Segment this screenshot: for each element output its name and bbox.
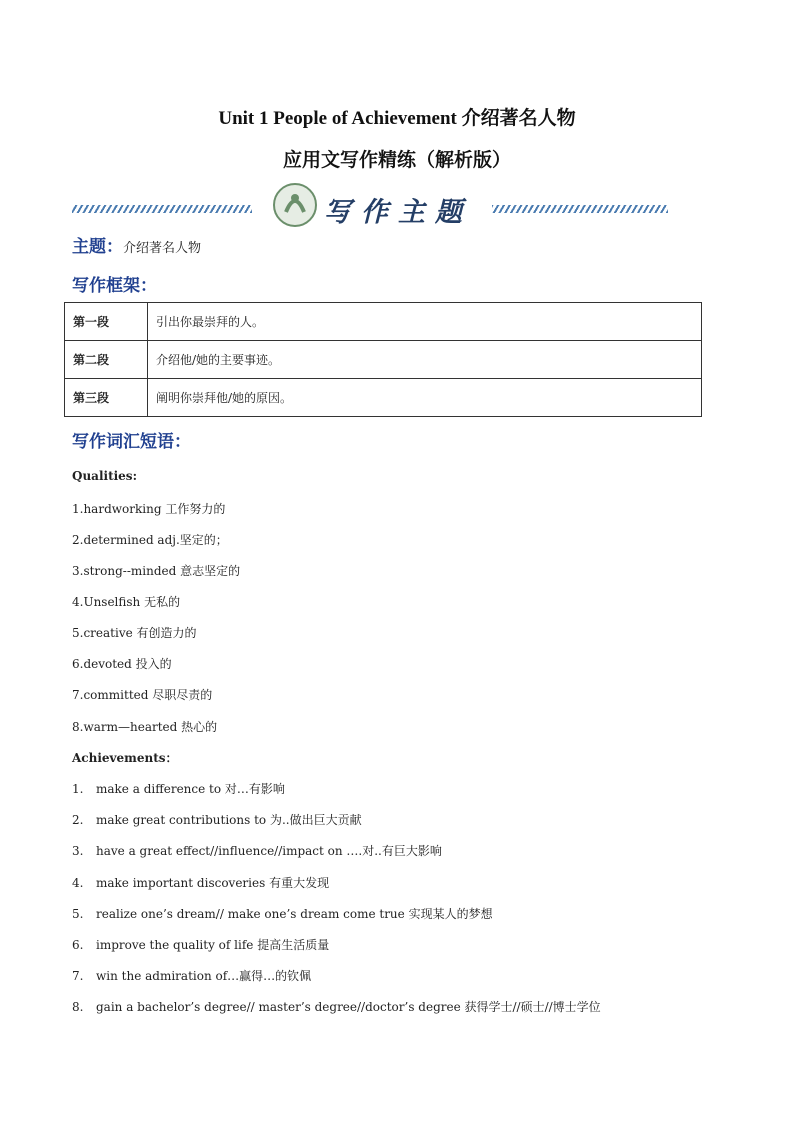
item-text: make great contributions to 为..做出巨大贡献 — [96, 813, 362, 827]
table-row — [65, 341, 702, 379]
item-number: 1. — [72, 782, 84, 796]
section-banner — [72, 180, 668, 236]
list-item: 6.devoted 投入的 — [72, 657, 172, 671]
list-item — [72, 936, 329, 953]
list-item — [72, 780, 285, 797]
topic-label: 主题： — [72, 237, 123, 257]
item-text: make a difference to 对…有影响 — [96, 782, 285, 796]
para-content: 引出你最崇拜的人。 — [148, 303, 702, 341]
banner-stripe-left — [72, 205, 252, 213]
list-item — [72, 998, 601, 1015]
para-content: 介绍他/她的主要事迹。 — [148, 341, 702, 379]
list-item — [72, 874, 329, 891]
item-number: 3. — [72, 844, 84, 858]
list-item: 1.hardworking 工作努力的 — [72, 502, 226, 516]
table-row — [65, 303, 702, 341]
list-item — [72, 842, 442, 859]
achievements-label: Achievements： — [72, 751, 178, 765]
item-number: 4. — [72, 876, 84, 890]
item-number: 7. — [72, 969, 84, 983]
para-label: 第一段 — [65, 303, 148, 341]
list-item: 7.committed 尽职尽责的 — [72, 688, 213, 702]
item-text: improve the quality of life 提高生活质量 — [96, 938, 330, 952]
list-item: 5.creative 有创造力的 — [72, 626, 197, 640]
page-subtitle: 应用文写作精练（解析版） — [282, 150, 511, 171]
para-label: 第二段 — [65, 341, 148, 379]
page-title: Unit 1 People of Achievement 介绍著名人物 — [218, 108, 576, 129]
table-row — [65, 379, 702, 417]
list-item: 8.warm—hearted 热心的 — [72, 720, 218, 734]
list-item — [72, 811, 362, 828]
item-text: realize one’s dream// make one’s dream come true 实现某人的梦想 — [96, 907, 493, 921]
list-item — [72, 967, 311, 984]
list-item: 4.Unselfish 无私的 — [72, 595, 181, 609]
item-text: have a great effect//influence//impact on ….对..有巨大影响 — [96, 844, 442, 858]
framework-heading: 写作框架： — [72, 276, 157, 296]
vocab-heading: 写作词汇短语： — [72, 432, 191, 452]
list-item: 2.determined adj.坚定的； — [72, 533, 228, 547]
qualities-label: Qualities: — [72, 469, 137, 483]
para-label: 第三段 — [65, 379, 148, 417]
item-text: make important discoveries 有重大发现 — [96, 876, 330, 890]
item-text: win the admiration of…赢得…的钦佩 — [96, 969, 312, 983]
item-text: gain a bachelor’s degree// master’s degree//doctor’s degree 获得学士//硕士//博士学位 — [96, 1000, 601, 1014]
item-number: 8. — [72, 1000, 84, 1014]
topic-value: 介绍著名人物 — [123, 241, 202, 256]
list-item: 3.strong--minded 意志坚定的 — [72, 564, 241, 578]
banner-stripe-right — [492, 205, 668, 213]
list-item — [72, 905, 493, 922]
item-number: 5. — [72, 907, 84, 921]
item-number: 2. — [72, 813, 84, 827]
framework-table — [64, 302, 702, 417]
topic-line — [72, 232, 201, 257]
banner-title: 写作主题 — [324, 197, 472, 228]
banner-logo-icon — [272, 182, 318, 228]
para-content: 阐明你崇拜他/她的原因。 — [148, 379, 702, 417]
item-number: 6. — [72, 938, 84, 952]
